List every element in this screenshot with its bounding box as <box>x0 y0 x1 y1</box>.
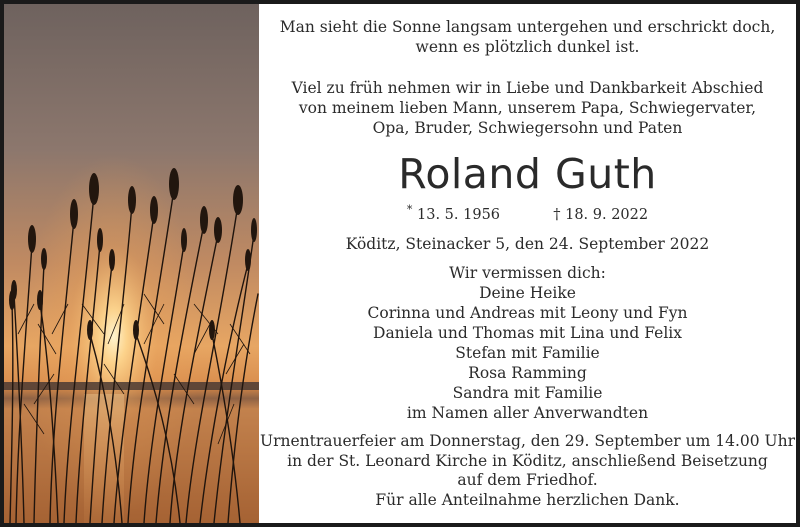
thanks-line: Für alle Anteilnahme herzlichen Dank. <box>375 491 680 509</box>
mourner-line: Deine Heike <box>479 284 576 302</box>
death-symbol: † <box>553 206 561 223</box>
intro-line-1: Viel zu früh nehmen wir in Liebe und Dankbarkeit Abschied <box>291 79 764 97</box>
life-dates <box>259 200 796 225</box>
poem-line-2: wenn es plötzlich dunkel ist. <box>415 38 640 56</box>
mourner-line: Corinna und Andreas mit Leony und Fyn <box>367 304 688 322</box>
service-line: auf dem Friedhof. <box>457 471 598 489</box>
service-line: in der St. Leonard Kirche in Köditz, anschließend Beisetzung <box>287 452 768 470</box>
service-line: Urnentrauerfeier am Donnerstag, den 29. September um 14.00 Uhr <box>260 432 795 450</box>
sunset-reeds-illustration <box>4 4 259 523</box>
place-and-date: Köditz, Steinacker 5, den 24. September 2022 <box>345 235 710 253</box>
mourner-line: Stefan mit Familie <box>455 344 600 362</box>
deceased-name: Roland Guth <box>398 150 657 198</box>
mourner-line: Wir vermissen dich: <box>449 264 606 282</box>
intro-line-3: Opa, Bruder, Schwiegersohn und Paten <box>372 119 683 137</box>
born-symbol: * <box>406 203 413 216</box>
sunset-reeds-image <box>4 4 259 523</box>
mourner-line: Sandra mit Familie <box>452 384 603 402</box>
obituary-text-panel <box>259 4 796 523</box>
mourner-line: Rosa Ramming <box>468 364 587 382</box>
mourner-line: im Namen aller Anverwandten <box>406 404 649 422</box>
birth-date: 13. 5. 1956 <box>417 206 501 223</box>
mourner-line: Daniela und Thomas mit Lina und Felix <box>373 324 682 342</box>
death-date: 18. 9. 2022 <box>565 206 649 223</box>
poem-line-1: Man sieht die Sonne langsam untergehen und erschrickt doch, <box>279 18 776 36</box>
intro-line-2: von meinem lieben Mann, unserem Papa, Schwiegervater, <box>298 99 757 117</box>
